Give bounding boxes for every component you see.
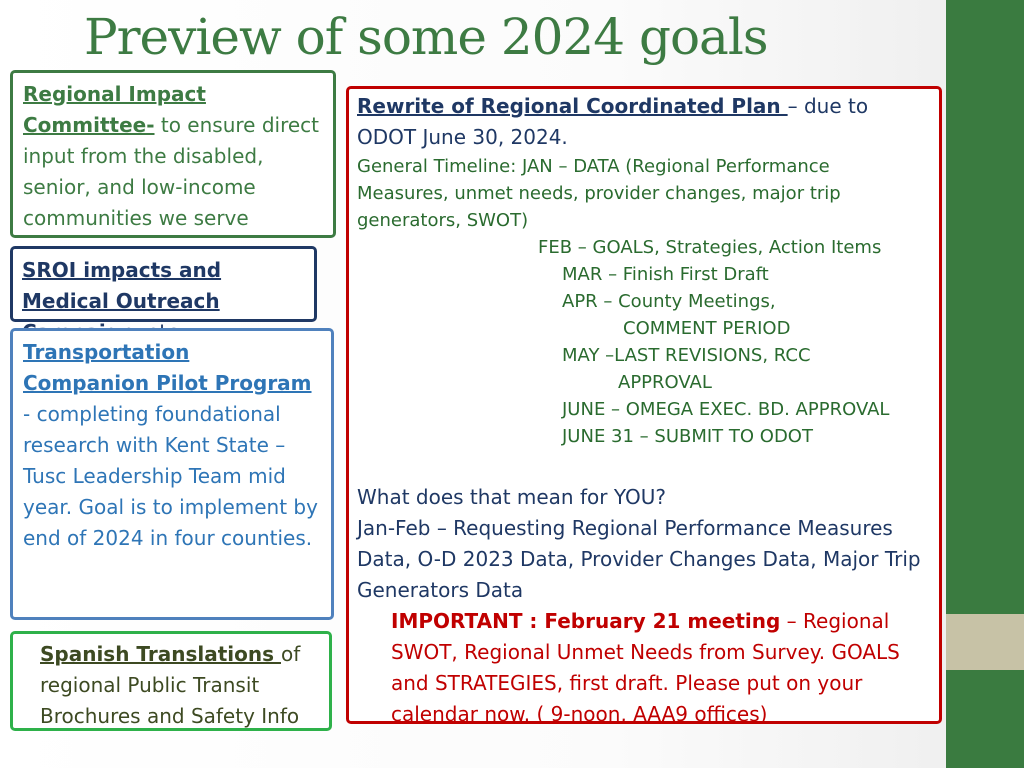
side-stripe-bottom	[946, 670, 1024, 768]
timeline-june: JUNE – OMEGA EXEC. BD. APPROVAL	[562, 399, 890, 420]
regional-impact-box	[10, 70, 336, 238]
slide-title: Preview of some 2024 goals	[84, 8, 768, 66]
side-stripe-dark	[946, 0, 1024, 614]
timeline-line-2: Measures, unmet needs, provider changes, major trip	[357, 183, 841, 204]
important-text: – Regional SWOT, Regional Unmet Needs from Survey. GOALS and STRATEGIES, first draft. Please put on your calendar now. ( 9-noon, AAA9 offices)	[391, 609, 900, 726]
plan-heading-text: – due to ODOT June 30, 2024.	[357, 94, 869, 149]
timeline-line-3: generators, SWOT)	[357, 210, 529, 231]
timeline-may: MAY –LAST REVISIONS, RCC	[562, 345, 811, 366]
you-text: Jan-Feb – Requesting Regional Performance Measures Data, O-D 2023 Data, Provider Changes Data, Major Trip Generators Data	[357, 516, 921, 602]
spanish-box	[10, 631, 332, 731]
spanish-text: of regional Public Transit Brochures and Safety Info	[40, 642, 301, 728]
side-stripe-light	[946, 614, 1024, 670]
timeline-may-2: APPROVAL	[618, 372, 712, 393]
timeline-line-1: General Timeline: JAN – DATA (Regional Performance	[357, 156, 830, 177]
transportation-text-2: Tusc Leadership Team mid year. Goal is to implement by end of 2024 in four counties.	[23, 464, 318, 550]
timeline-apr-2: COMMENT PERIOD	[623, 318, 791, 339]
transportation-box	[10, 328, 334, 620]
plan-box	[346, 86, 942, 724]
transportation-text: - completing foundational research with Kent State –	[23, 402, 286, 457]
sroi-link[interactable]: SROI impacts and Medical Outreach	[22, 258, 222, 313]
regional-impact-link[interactable]: Regional Impact Committee-	[23, 82, 206, 137]
timeline-june-31: JUNE 31 – SUBMIT TO ODOT	[562, 426, 813, 447]
spanish-link[interactable]: Spanish Translations	[40, 642, 281, 666]
regional-impact-text: to ensure direct input from the disabled, senior, and low-income communities we serve	[23, 113, 320, 230]
sroi-box	[10, 246, 317, 322]
timeline-feb: FEB – GOALS, Strategies, Action Items	[538, 237, 882, 258]
transportation-link[interactable]: Transportation Companion Pilot Program	[23, 340, 312, 395]
important-bold: IMPORTANT : February 21 meeting	[391, 609, 781, 633]
timeline-mar: MAR – Finish First Draft	[562, 264, 769, 285]
important-note	[357, 606, 931, 730]
timeline-apr: APR – County Meetings,	[562, 291, 776, 312]
spacer	[357, 450, 931, 482]
plan-heading-link[interactable]: Rewrite of Regional Coordinated Plan	[357, 94, 788, 118]
you-heading: What does that mean for YOU?	[357, 485, 666, 509]
